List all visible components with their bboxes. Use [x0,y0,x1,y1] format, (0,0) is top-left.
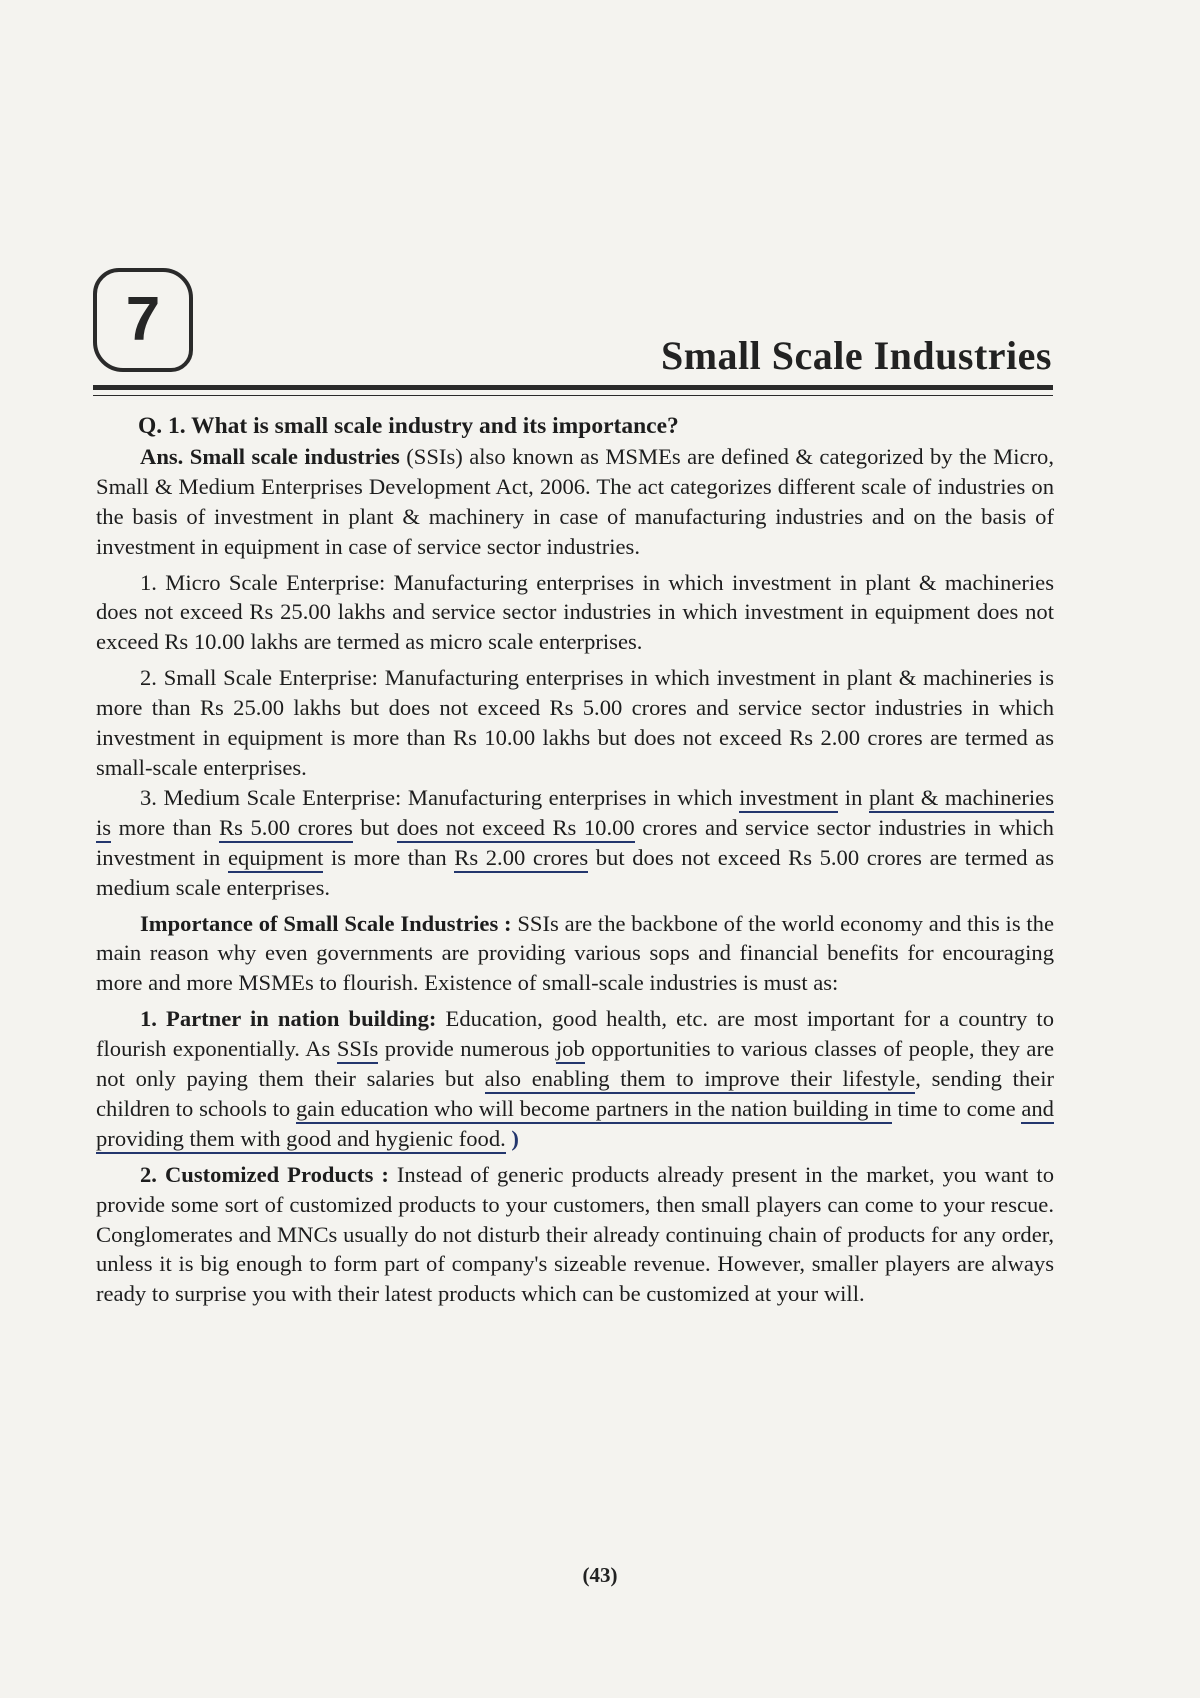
point1-paragraph [96,1004,1054,1154]
question-heading: Q. 1. What is small scale industry and its importance? [138,413,679,439]
page-body [96,412,1054,1309]
answer-intro [96,442,1054,562]
importance-text: SSIs are the backbone of the world economy and this is the main reason why even governments are providing various sops and financial benefits for encouraging more and more MSMEs to flourish. Existence of small-scale industries is must as: [96,910,1054,996]
pen-underline: plant & machineries is [96,785,1054,843]
chapter-title: Small Scale Industries [660,333,1052,378]
pen-underline: also enabling them to improve their lifestyle [485,1066,916,1094]
pen-underline: job [556,1036,585,1064]
chapter-number-box [93,268,193,372]
point1-text-3: opportunities to various classes of people, they are not only paying them their salaries but [96,1036,1054,1092]
point1-text-1: Education, good health, etc. are most important for a country to flourish exponentially. As [96,1006,1054,1062]
point2-heading: 2. Customized Products : [140,1161,389,1187]
pen-underline: Rs 5.00 crores [219,815,353,843]
point2-text: Instead of generic products already present in the market, you want to provide some sort of customized products to your customers, then small players can come to your rescue. Conglomerates and MNCs usually do not disturb their already continuing chain of products for any order, unless it is big enough to form part of company's sizeable revenue. However, smaller players are always ready to surprise you with their latest products which can be customized at your will. [96,1161,1055,1307]
medium-text-4: but [352,814,397,840]
header-rule-thick [93,385,1053,390]
answer-text: (SSIs) also known as MSMEs are defined & categorized by the Micro, Small & Medium Enterprises Development Act, 2006. The act categorizes different scale of industries on the basis of investment in plant & machinery in case of manufacturing industries and on the basis of investment in equipment in case of service sector industries. [96,443,1054,559]
pen-underline: equipment [228,845,323,873]
header-rule-thin [93,395,1053,396]
pen-underline: SSIs [337,1036,378,1064]
importance-heading: Importance of Small Scale Industries : [140,910,512,936]
pen-underline: gain education who will become partners in the nation building in [296,1096,892,1124]
medium-text-2: in [838,784,869,810]
pen-underline: investment [739,785,838,813]
medium-text-7: but does not exceed Rs 5.00 crores are termed as medium scale enterprises. [96,844,1054,900]
chapter-number: 7 [125,285,161,354]
importance-paragraph [96,909,1054,999]
medium-text-3: more than [111,814,220,840]
small-enterprise-paragraph: 2. Small Scale Enterprise: Manufacturing enterprises in which investment in plant & machineries is more than Rs 25.00 lakhs but does not exceed Rs 5.00 crores and service sector industries in which investment in equipment is more than Rs 10.00 lakhs but does not exceed Rs 2.00 crores are termed as small-scale enterprises. [96,665,1054,780]
point2-paragraph [96,1160,1054,1310]
point1-text-5: time to come [891,1095,1022,1121]
medium-enterprise-paragraph [96,783,1054,903]
pen-underline: does not exceed Rs 10.00 [397,815,635,843]
medium-text-1: 3. Medium Scale Enterprise: Manufacturing enterprises in which [140,784,740,810]
point1-text-4: , sending their children to schools to [96,1066,1055,1121]
answer-term: Small scale industries [189,443,400,469]
answer-lead: Ans. [140,443,184,469]
point1-heading: 1. Partner in nation building: [140,1006,437,1032]
medium-text-5: crores and service sector industries in which investment in [96,814,1054,870]
micro-enterprise-paragraph: 1. Micro Scale Enterprise: Manufacturing enterprises in which investment in plant & machineries does not exceed Rs 25.00 lakhs and service sector industries in which investment in equipment does not exceed Rs 10.00 lakhs are termed as micro scale enterprises. [96,569,1054,655]
pen-underline: and providing them with good and hygienic food. [96,1096,1054,1154]
pen-underline: Rs 2.00 crores [454,845,588,873]
medium-text-6: is more than [323,844,455,870]
page-number: (43) [582,1563,618,1587]
point1-text-2: provide numerous [378,1036,556,1062]
pen-bracket-mark: ) [505,1125,519,1151]
